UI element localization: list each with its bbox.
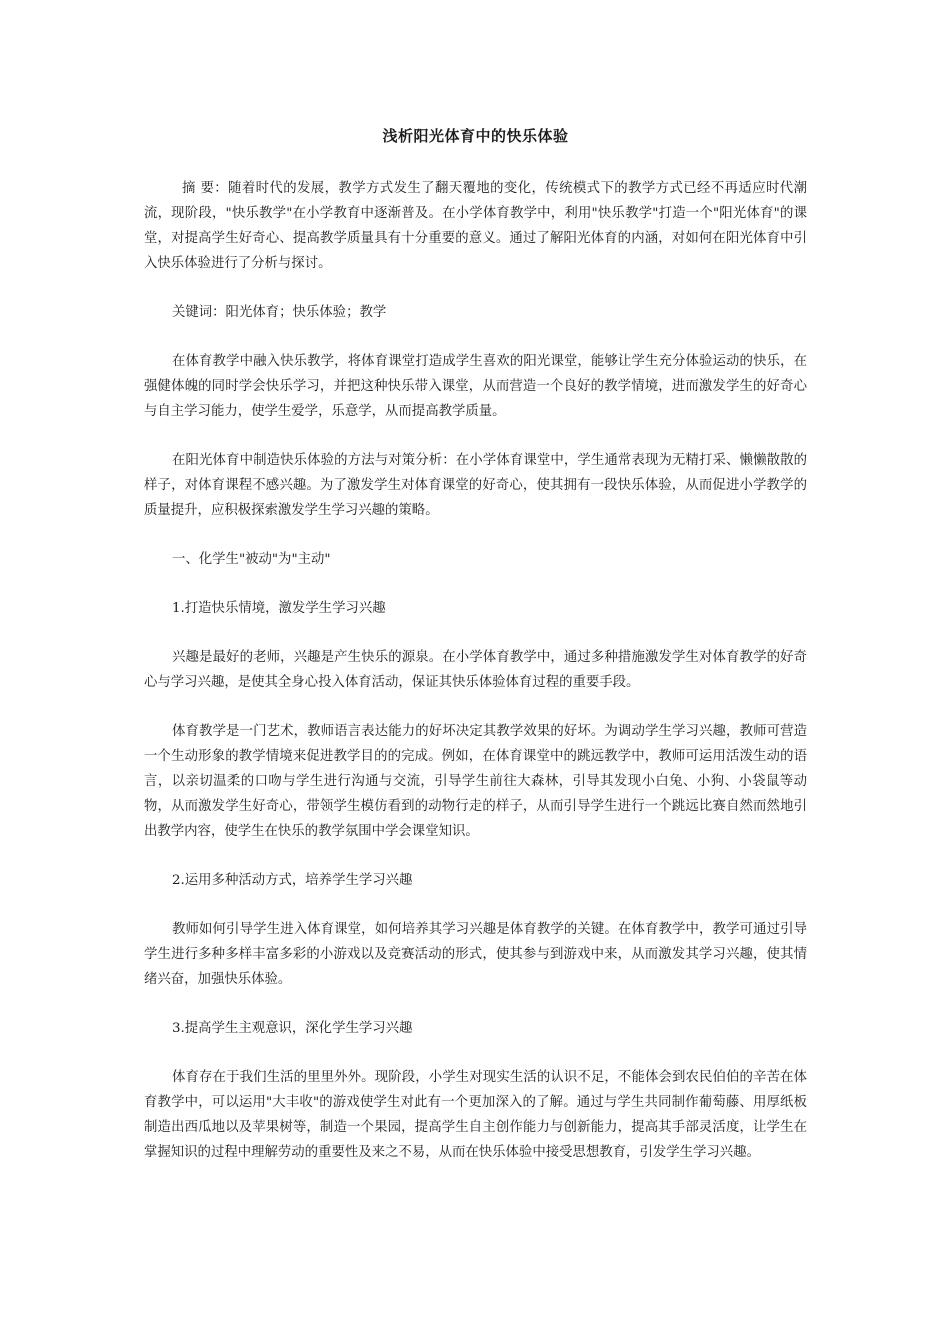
body-paragraph: 体育存在于我们生活的里里外外。现阶段，小学生对现实生活的认识不足，不能体会到农民伯伯的辛苦在体育教学中，可以运用"大丰收"的游戏使学生对此有一个更加深入的了解。通过与学生共同制作葡萄藤、用厚纸板制造出西瓜地以及苹果树等，制造一个果园，提高学生自主创作能力与创新能力，提高其手部灵活度，让学生在掌握知识的过程中理解劳动的重要性及来之不易，从而在快乐体验中接受思想教育，引发学生学习兴趣。 bbox=[144, 1070, 807, 1160]
document-body bbox=[144, 126, 807, 1189]
body-paragraph: 在体育教学中融入快乐教学，将体育课堂打造成学生喜欢的阳光课堂，能够让学生充分体验运动的快乐，在强健体魄的同时学会快乐学习，并把这种快乐带入课堂，从而营造一个良好的教学情境，进而激发学生的好奇心与自主学习能力，使学生爱学，乐意学，从而提高教学质量。 bbox=[144, 354, 807, 419]
subsection-heading: 3.提高学生主观意识，深化学生学习兴趣 bbox=[172, 1021, 413, 1036]
abstract-paragraph: 摘 要：随着时代的发展，教学方式发生了翻天覆地的变化，传统模式下的教学方式已经不再适应时代潮流，现阶段，"快乐教学"在小学教育中逐渐普及。在小学体育教学中，利用"快乐教学"打造一个"阳光体育"的课堂，对提高学生好奇心、提高教学质量具有十分重要的意义。通过了解阳光体育的内涵，对如何在阳光体育中引入快乐体验进行了分析与探讨。 bbox=[144, 181, 807, 271]
body-paragraph: 体育教学是一门艺术，教师语言表达能力的好坏决定其教学效果的好坏。为调动学生学习兴趣，教师可营造一个生动形象的教学情境来促进教学目的的完成。例如，在体育课堂中的跳远教学中，教师可运用活泼生动的语言，以亲切温柔的口吻与学生进行沟通与交流，引导学生前往大森林，引导其发现小白兔、小狗、小袋鼠等动物，从而激发学生好奇心，带领学生模仿看到的动物行走的样子，从而引导学生进行一个跳远比赛自然而然地引出教学内容，使学生在快乐的教学氛围中学会课堂知识。 bbox=[144, 724, 807, 839]
subsection-heading: 2.运用多种活动方式，培养学生学习兴趣 bbox=[172, 873, 413, 888]
body-paragraph: 在阳光体育中制造快乐体验的方法与对策分析：在小学体育课堂中，学生通常表现为无精打采、懒懒散散的样子，对体育课程不感兴趣。为了激发学生对体育课堂的好奇心，使其拥有一段快乐体验，从而促进小学教学的质量提升，应积极探索激发学生学习兴趣的策略。 bbox=[144, 453, 807, 518]
section-heading: 一、化学生"被动"为"主动" bbox=[172, 552, 331, 567]
body-paragraph: 教师如何引导学生进入体育课堂，如何培养其学习兴趣是体育教学的关键。在体育教学中，教学可通过引导学生进行多种多样丰富多彩的小游戏以及竞赛活动的形式，使其参与到游戏中来，从而激发其学习兴趣，使其情绪兴奋，加强快乐体验。 bbox=[144, 922, 807, 987]
body-paragraph: 兴趣是最好的老师，兴趣是产生快乐的源泉。在小学体育教学中，通过多种措施激发学生对体育教学的好奇心与学习兴趣，是使其全身心投入体育活动，保证其快乐体验体育过程的重要手段。 bbox=[144, 650, 807, 690]
keywords-line: 关键词：阳光体育；快乐体验；教学 bbox=[172, 305, 387, 320]
document-title: 浅析阳光体育中的快乐体验 bbox=[382, 127, 569, 145]
subsection-heading: 1.打造快乐情境，激发学生学习兴趣 bbox=[172, 601, 386, 616]
